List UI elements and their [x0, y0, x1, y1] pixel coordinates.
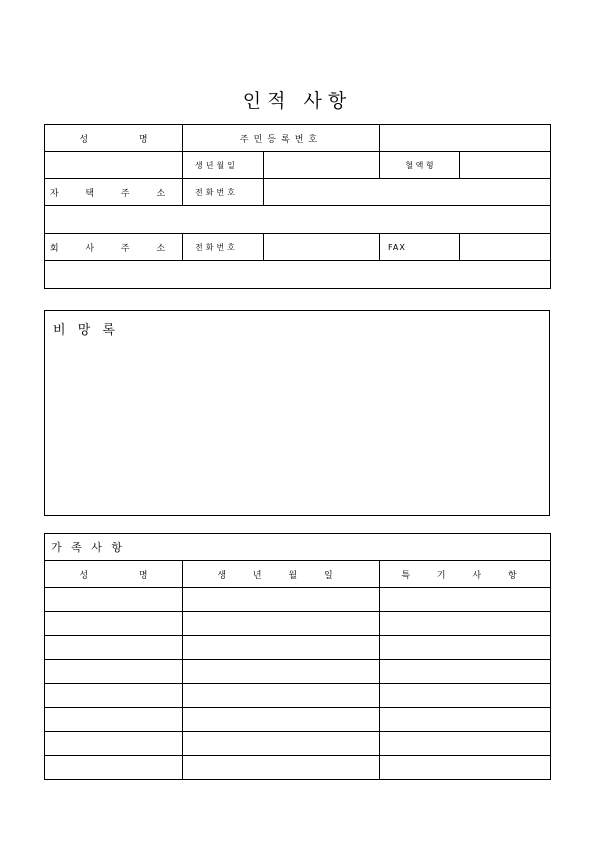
family-cell-name[interactable]: [45, 612, 183, 636]
personal-info-table: [44, 124, 551, 289]
family-col-name: 성 명: [45, 561, 183, 588]
table-row: [45, 636, 551, 660]
blood-field[interactable]: [460, 152, 551, 179]
family-col-notes: 특 기 사 항: [380, 561, 551, 588]
family-cell-notes[interactable]: [380, 756, 551, 780]
name-field[interactable]: [45, 152, 183, 179]
home-phone-field[interactable]: [264, 179, 551, 206]
memo-title: 비 망 록: [53, 323, 119, 338]
company-address-label: 회 사 주 소: [45, 234, 183, 261]
family-cell-notes[interactable]: [380, 684, 551, 708]
company-phone-field[interactable]: [264, 234, 380, 261]
home-address-field[interactable]: [45, 206, 551, 234]
table-row: [45, 756, 551, 780]
family-cell-notes[interactable]: [380, 612, 551, 636]
family-cell-name[interactable]: [45, 588, 183, 612]
family-cell-name[interactable]: [45, 756, 183, 780]
family-cell-name[interactable]: [45, 660, 183, 684]
table-row: [45, 612, 551, 636]
fax-label: FAX: [380, 234, 460, 261]
rrn-label: 주민등록번호: [183, 125, 380, 152]
table-row: [45, 732, 551, 756]
memo-box[interactable]: [44, 310, 550, 516]
company-phone-label: 전화번호: [183, 234, 264, 261]
family-cell-notes[interactable]: [380, 660, 551, 684]
family-cell-name[interactable]: [45, 708, 183, 732]
family-cell-notes[interactable]: [380, 708, 551, 732]
fax-field[interactable]: [460, 234, 551, 261]
family-cell-birth[interactable]: [183, 684, 380, 708]
family-cell-birth[interactable]: [183, 708, 380, 732]
page-title: 인적 사항: [242, 90, 353, 112]
family-rows: [45, 588, 551, 780]
blood-label: 혈 액 형: [380, 152, 460, 179]
family-cell-name[interactable]: [45, 684, 183, 708]
family-cell-notes[interactable]: [380, 732, 551, 756]
table-row: [45, 708, 551, 732]
family-cell-notes[interactable]: [380, 636, 551, 660]
birth-field[interactable]: [264, 152, 380, 179]
table-row: [45, 660, 551, 684]
family-cell-name[interactable]: [45, 732, 183, 756]
table-row: [45, 684, 551, 708]
home-phone-label: 전화번호: [183, 179, 264, 206]
family-cell-name[interactable]: [45, 636, 183, 660]
home-address-label: 자 택 주 소: [45, 179, 183, 206]
family-title: 가 족 사 항: [45, 534, 551, 561]
rrn-field[interactable]: [380, 125, 551, 152]
table-row: [45, 588, 551, 612]
family-cell-birth[interactable]: [183, 612, 380, 636]
family-col-birth: 생 년 월 일: [183, 561, 380, 588]
family-cell-birth[interactable]: [183, 636, 380, 660]
family-cell-birth[interactable]: [183, 732, 380, 756]
family-cell-notes[interactable]: [380, 588, 551, 612]
birth-label: 생년월일: [183, 152, 264, 179]
family-cell-birth[interactable]: [183, 588, 380, 612]
company-address-field[interactable]: [45, 261, 551, 289]
family-table: [44, 533, 551, 780]
family-cell-birth[interactable]: [183, 660, 380, 684]
name-label: 성 명: [45, 125, 183, 152]
family-cell-birth[interactable]: [183, 756, 380, 780]
